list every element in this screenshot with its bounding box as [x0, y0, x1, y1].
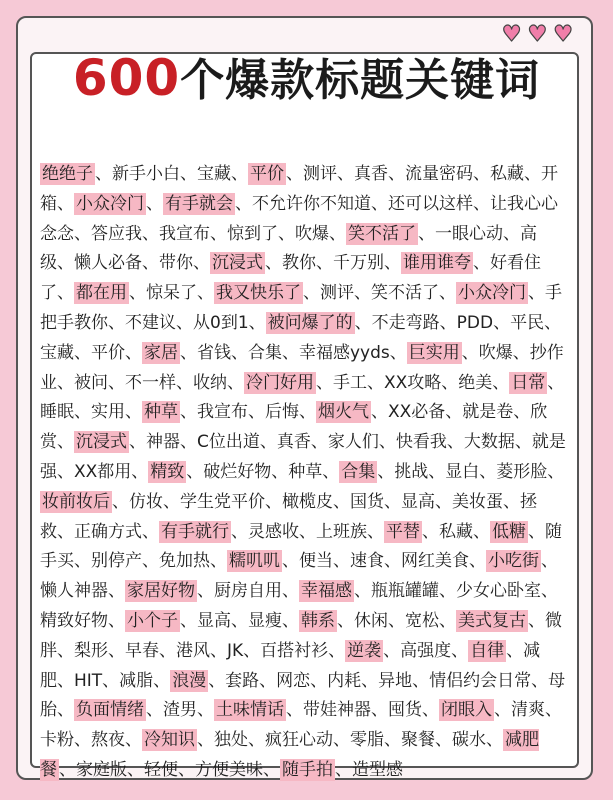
keyword-text: 、不允许你不知道、还可以这样、让我心心念念、答应我、我宣布、惊到了、吹爆、 [40, 193, 558, 244]
hearts-decoration [502, 24, 573, 46]
highlighted-keyword: 韩系 [301, 610, 335, 631]
keyword-text: 、便当、速食、网红美食、 [282, 551, 486, 572]
keyword-text: 、 [146, 193, 163, 214]
keyword-text: 、私藏、 [422, 521, 490, 542]
keyword-text: 、新手小白、宝藏、 [95, 164, 248, 184]
keyword-text: 、仿妆、学生党平价、橄榄皮、国货、显高、美妆蛋、拯救、正确方式、 [40, 491, 537, 542]
keyword-text: 、破烂好物、种草、 [186, 461, 340, 482]
keyword-text: 、我宣布、后悔、 [180, 402, 316, 423]
keyword-text: 、显高、显瘦、 [180, 610, 299, 631]
keyword-text: 、挑战、显白、菱形脸、 [377, 461, 565, 482]
highlighted-keyword: 土味情话 [216, 700, 284, 721]
highlighted-keyword: 家居 [144, 342, 178, 363]
keyword-text: 、家庭版、轻便、方便美味、 [59, 759, 280, 780]
highlighted-keyword: 小众冷门 [458, 283, 526, 304]
keyword-text: 、XX必备、就是卷、欣赏、 [40, 402, 548, 453]
highlighted-keyword: 自律 [470, 640, 505, 661]
highlighted-keyword: 都在用 [76, 283, 127, 304]
highlighted-keyword: 绝绝子 [42, 164, 93, 184]
keyword-paragraph [40, 160, 570, 786]
keyword-text: 、不走弯路、PDD、平民、宝藏、平价、 [40, 312, 562, 363]
keyword-text: 、惊呆了、 [129, 283, 214, 304]
keyword-text: 、省钱、合集、幸福感yyds、 [180, 342, 407, 363]
highlighted-keyword: 减肥餐 [40, 730, 539, 780]
highlighted-keyword: 美式复古 [458, 610, 526, 631]
keyword-text: 、造型感 [335, 759, 403, 780]
keyword-text: 、好看住了、 [40, 253, 541, 304]
highlighted-keyword: 有手就会 [165, 193, 233, 214]
keyword-text: 、手把手教你、不建议、从0到1、 [40, 283, 562, 333]
highlighted-keyword: 闭眼入 [441, 700, 492, 721]
keyword-text: 、一眼心动、高级、懒人必备、带你、 [40, 223, 537, 274]
keyword-text: 、渣男、 [146, 700, 214, 721]
highlighted-keyword: 幸福感 [301, 581, 352, 602]
keyword-text: 、随手买、别停产、免加热、 [40, 521, 562, 572]
highlighted-keyword: 逆袭 [347, 640, 382, 661]
highlighted-keyword: 有手就行 [161, 521, 229, 542]
keyword-text: 、懒人神器、 [40, 551, 558, 602]
keyword-text: 、微胖、梨形、早春、港风、JK、百搭衬衫、 [40, 610, 562, 661]
highlighted-keyword: 冷门好用 [246, 372, 314, 393]
keyword-text: 、吹爆、抄作业、被问、不一样、收纳、 [40, 342, 564, 393]
highlighted-keyword: 随手拍 [282, 759, 333, 780]
keyword-text: 、睡眠、实用、 [40, 372, 565, 423]
highlighted-keyword: 冷知识 [144, 730, 195, 751]
keyword-text: 、清爽、卡粉、熬夜、 [40, 700, 562, 751]
heart-icon: ♥ [501, 22, 522, 47]
heart-icon: ♥ [553, 22, 573, 47]
keyword-text: 、减肥、HIT、减脂、 [40, 640, 541, 691]
highlighted-keyword: 巨实用 [408, 342, 460, 363]
highlighted-keyword: 平替 [386, 521, 420, 542]
highlighted-keyword: 糯叽叽 [229, 551, 280, 572]
keyword-text: 、套路、网恋、内耗、异地、情侣约会日常、母胎、 [40, 670, 566, 721]
highlighted-keyword: 小吃街 [488, 551, 539, 572]
keyword-text: 、手工、XX攻略、绝美、 [316, 372, 510, 393]
highlighted-keyword: 种草 [144, 402, 178, 423]
highlighted-keyword: 我又快乐了 [216, 283, 301, 304]
highlighted-keyword: 平价 [250, 164, 284, 184]
highlighted-keyword: 烟火气 [318, 402, 369, 423]
highlighted-keyword: 负面情绪 [76, 700, 144, 721]
heart-icon: ♥ [527, 22, 548, 47]
highlighted-keyword: 小众冷门 [76, 193, 144, 214]
title-text: 个爆款标题关键词 [180, 55, 541, 106]
highlighted-keyword: 沉浸式 [76, 432, 127, 453]
highlighted-keyword: 笑不活了 [348, 223, 416, 244]
keyword-text: 、厨房自用、 [197, 581, 299, 602]
highlighted-keyword: 精致 [150, 461, 185, 482]
keyword-text: 、带娃神器、囤货、 [286, 700, 439, 721]
keyword-text: 、测评、真香、流量密码、私藏、开箱、 [40, 164, 558, 214]
highlighted-keyword: 被问爆了的 [267, 312, 353, 333]
highlighted-keyword: 合集 [341, 461, 376, 482]
highlighted-keyword: 谁用谁夸 [403, 253, 471, 274]
highlighted-keyword: 日常 [511, 372, 546, 393]
highlighted-keyword: 妆前妆后 [42, 491, 110, 512]
keyword-text: 、独处、疯狂心动、零脂、聚餐、碳水、 [197, 730, 503, 751]
keyword-text: 、测评、笑不活了、 [303, 283, 456, 304]
highlighted-keyword: 小个子 [127, 610, 178, 631]
keyword-text: 、教你、千万别、 [265, 253, 401, 274]
highlighted-keyword: 浪漫 [172, 670, 207, 691]
page-title [0, 48, 613, 111]
keyword-text: 、灵感收、上班族、 [231, 521, 384, 542]
highlighted-keyword: 家居好物 [127, 581, 195, 602]
keyword-text: 、高强度、 [383, 640, 469, 661]
title-number: 600 [72, 49, 181, 107]
highlighted-keyword: 低糖 [492, 521, 526, 542]
keyword-text: 、休闲、宽松、 [337, 610, 456, 631]
keyword-text: 、神器、C位出道、真香、家人们、快看我、大数据、就是强、XX都用、 [40, 432, 566, 482]
keyword-text: 、瓶瓶罐罐、少女心卧室、精致好物、 [40, 581, 558, 631]
highlighted-keyword: 沉浸式 [212, 253, 263, 274]
